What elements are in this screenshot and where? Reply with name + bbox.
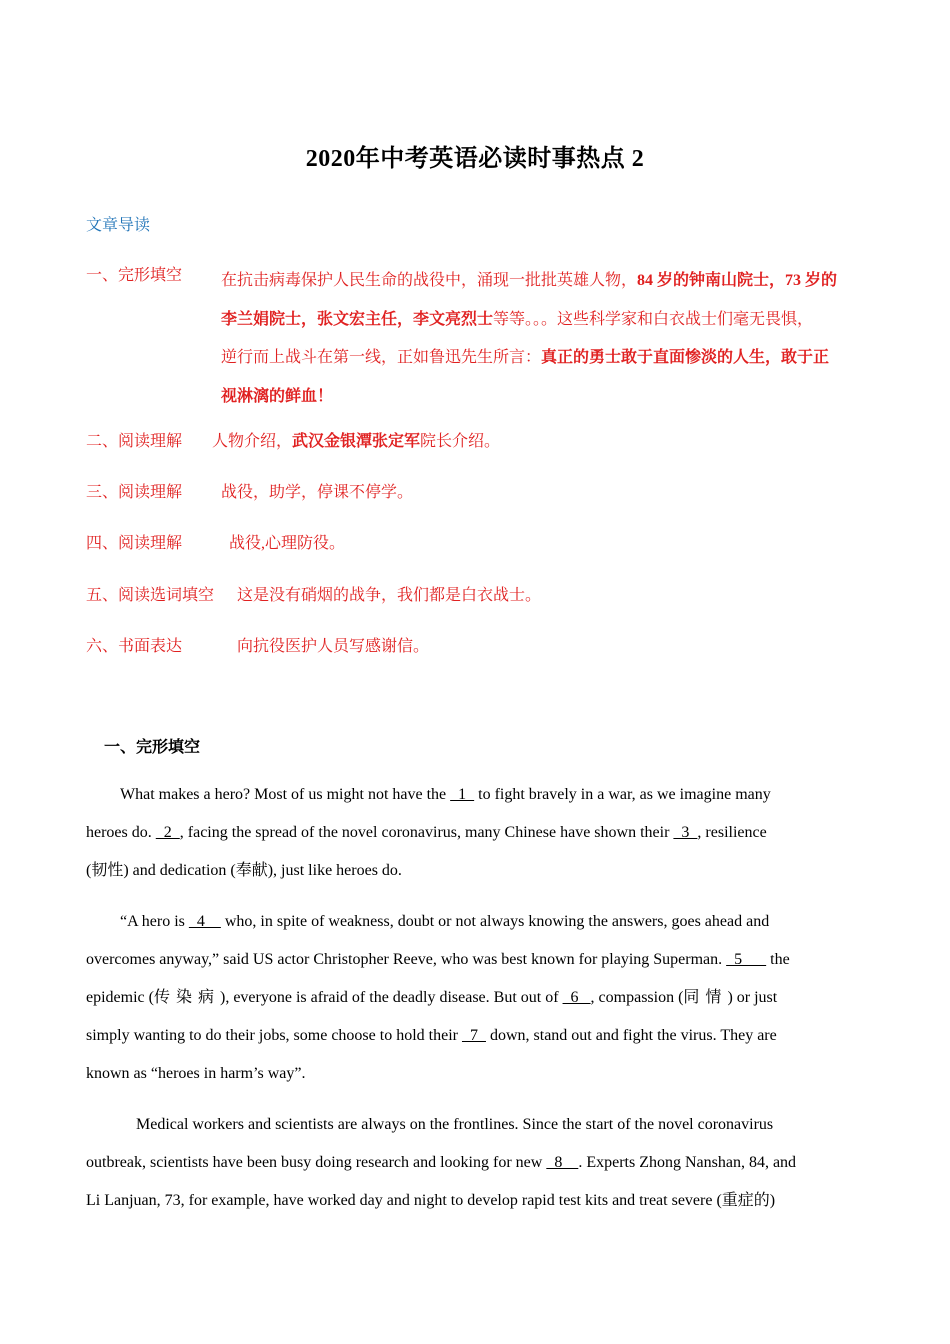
document-title: 2020年中考英语必读时事热点 2 xyxy=(305,146,645,172)
cloze-paragraph-1: What makes a hero? Most of us might not have the 1 to fight bravely in a war, as we imagine many heroes do. 2 , facing the spread of the novel coronavirus, many Chinese have shown their 3 , resilience (韧性) and dedication (奉献), just like heroes do. xyxy=(86,786,771,879)
overview-desc-3: 战役，助学，停课不停学。 xyxy=(221,484,414,501)
overview-desc-4: 战役,心理防役。 xyxy=(229,535,346,552)
overview-label-2: 二、阅读理解 xyxy=(86,433,183,450)
overview-desc-5: 这是没有硝烟的战争，我们都是白衣战士。 xyxy=(237,587,542,604)
blank-1: 1 xyxy=(450,786,475,803)
overview-label-4: 四、阅读理解 xyxy=(86,535,183,552)
blank-6: 6 xyxy=(562,989,591,1006)
overview-label-5: 五、阅读选词填空 xyxy=(86,587,215,604)
blank-4: 4 xyxy=(188,913,221,930)
overview-desc-2: 人物介绍，武汉金银潭张定军院长介绍。 xyxy=(212,433,501,450)
blank-5: 5 xyxy=(726,951,767,968)
overview-label-6: 六、书面表达 xyxy=(86,638,183,655)
cloze-paragraph-3: Medical workers and scientists are always on the frontlines. Since the start of the novel coronavirus outbreak, scientists have been busy doing research and looking for new 8 . Experts Zhong Nanshan, 84, and Li Lanjuan, 73, for example, have worked day and night to develop rapid test kits and treat severe (重症的) xyxy=(86,1116,797,1209)
overview-label-1: 一、完形填空 xyxy=(86,267,183,284)
overview-label-3: 三、阅读理解 xyxy=(86,484,183,501)
guide-heading: 文章导读 xyxy=(86,217,151,234)
overview-desc-6: 向抗役医护人员写感谢信。 xyxy=(237,638,430,655)
overview-desc-1: 在抗击病毒保护人民生命的战役中，涌现一批批英雄人物，84 岁的钟南山院士，73 岁的 李兰娟院士，张文宏主任，李文亮烈士等等。。。这些科学家和白衣战士们毫无畏惧， 逆行而上战斗在第一线，正如鲁迅先生所言：真正的勇士敢于直面惨淡的人生，敢于正 视淋漓的鲜血！ xyxy=(221,272,838,405)
cloze-paragraph-2: “A hero is 4 who, in spite of weakness, doubt or not always knowing the answers, goes ahead and overcomes anyway,” said US actor Christopher Reeve, who was best known for playing Superman. 5 the epidemic (传染病), everyone is afraid of the deadly disease. But out of 6 , compassion (同情) or just simply wanting to do their jobs, some choose to hold their 7 down, stand out and fight the virus. They are known as “heroes in harm’s way”. xyxy=(86,913,790,1082)
section-heading-cloze: 一、完形填空 xyxy=(104,739,201,756)
blank-3: 3 xyxy=(673,824,698,841)
blank-2: 2 xyxy=(155,824,180,841)
blank-7: 7 xyxy=(461,1027,486,1044)
blank-8: 8 xyxy=(546,1154,579,1171)
